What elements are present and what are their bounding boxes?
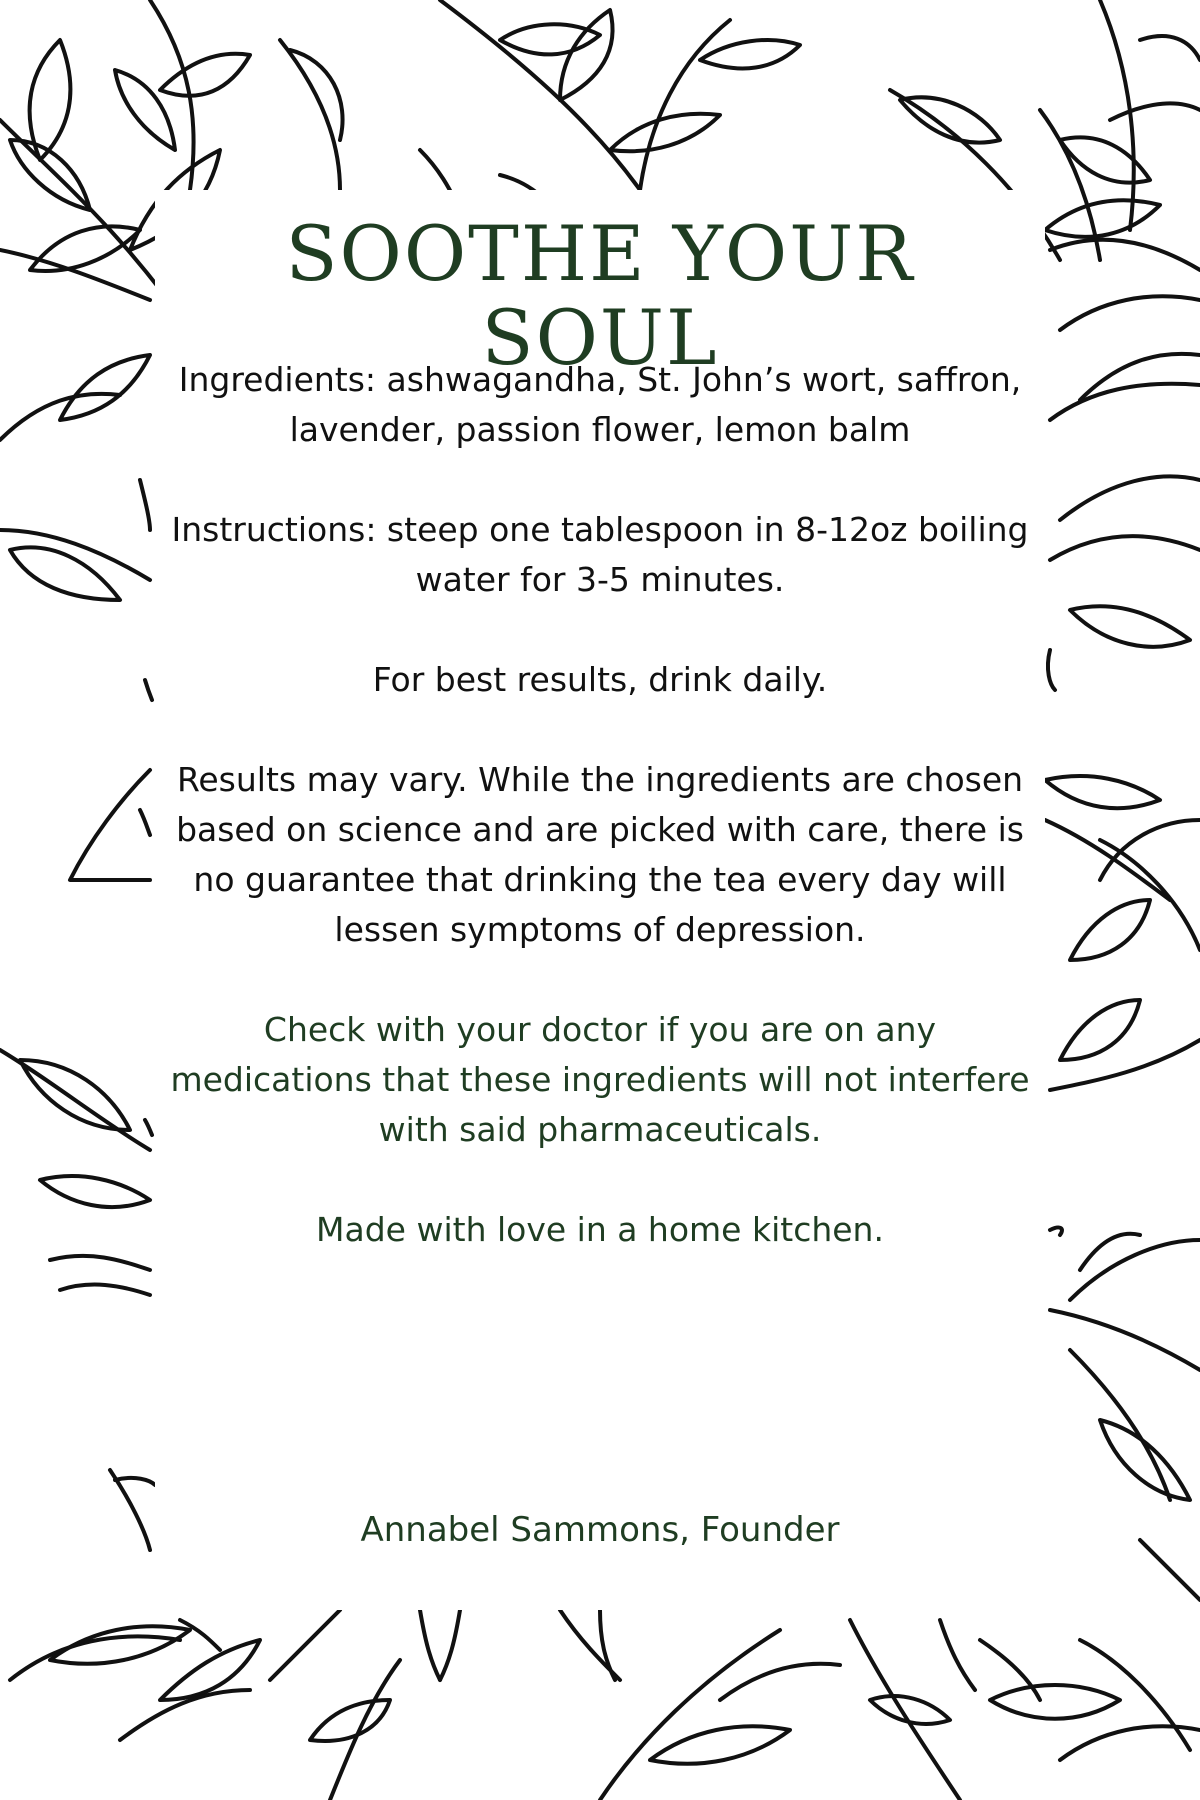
card-body [165, 355, 1035, 1305]
disclaimer-text: Results may vary. While the ingredients are chosen based on science and are picked with care, there is no guarantee that drinking the tea every day will lessen symptoms of depression. [176, 760, 1024, 949]
ingredients-text: Ingredients: ashwagandha, St. John’s wort, saffron, lavender, passion flower, lemon balm [178, 360, 1022, 449]
page-title: SOOTHE YOUR SOUL [285, 209, 915, 382]
doctor-note-text: Check with your doctor if you are on any medications that these ingredients will not interfere with said pharmaceuticals. [170, 1010, 1030, 1149]
instructions-text: Instructions: steep one tablespoon in 8-12oz boiling water for 3-5 minutes. [171, 510, 1029, 599]
made-with-text: Made with love in a home kitchen. [316, 1210, 884, 1249]
founder-signature: Annabel Sammons, Founder [360, 1510, 840, 1550]
label-card [155, 190, 1045, 1610]
best-results-text: For best results, drink daily. [372, 660, 828, 699]
